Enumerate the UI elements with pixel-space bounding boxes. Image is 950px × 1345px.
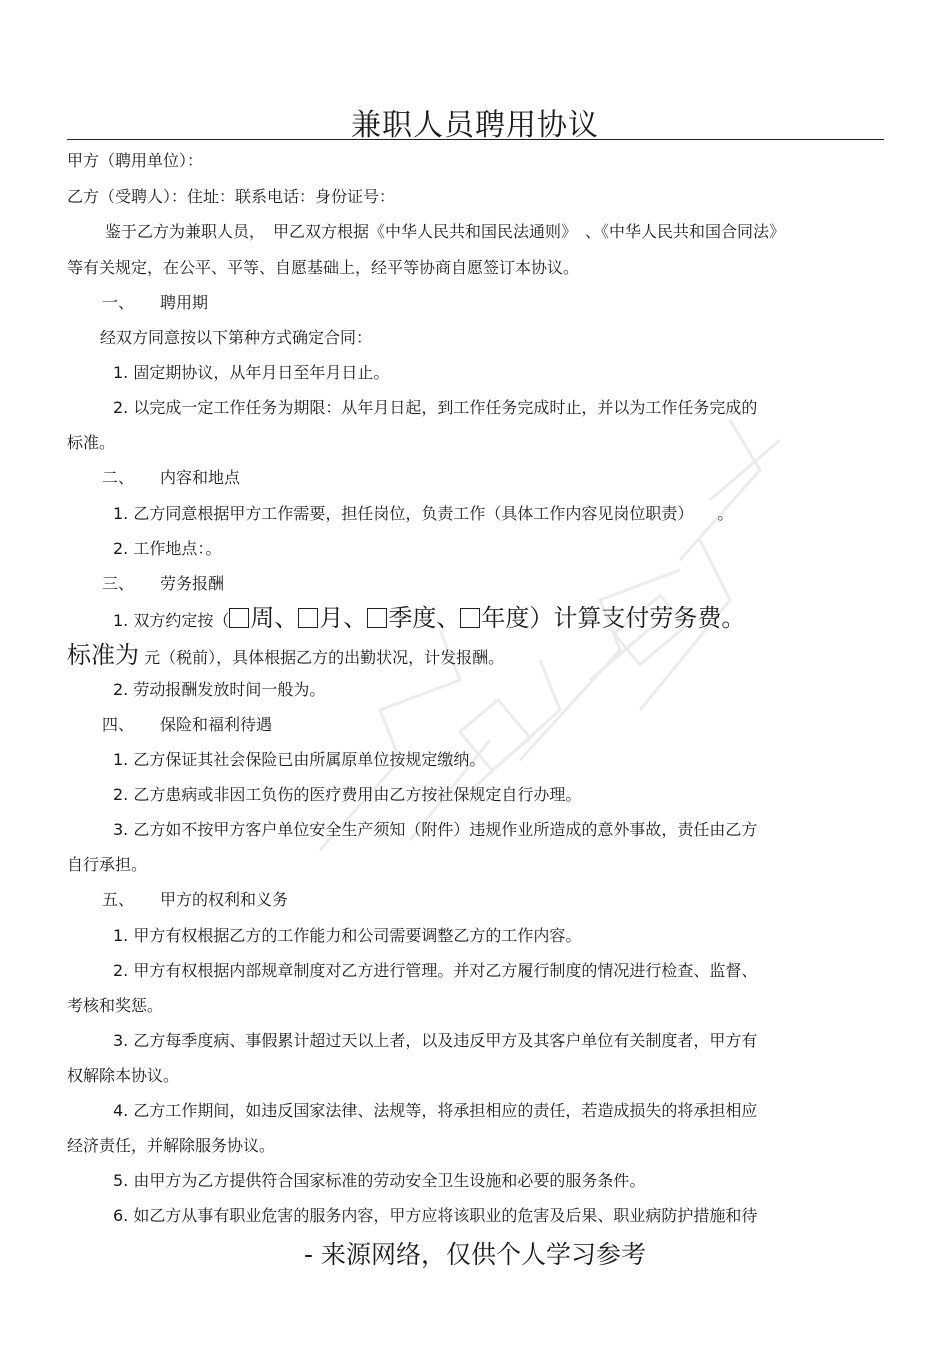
section-number: 二、 bbox=[102, 468, 135, 487]
section-title: 聘用期 bbox=[160, 293, 209, 312]
section-number: 一、 bbox=[102, 293, 135, 312]
section-number: 三、 bbox=[102, 574, 135, 593]
section-title: 保险和福利待遇 bbox=[160, 715, 273, 734]
section-title: 内容和地点 bbox=[160, 468, 241, 487]
section-1-item-2: 2. 以完成一定工作任务为期限：从年月日起，到工作任务完成时止，并以为工作任务完成的 bbox=[113, 398, 758, 417]
section-4-heading bbox=[102, 714, 272, 736]
section-1-item-1: 1. 固定期协议，从年月日至年月日止。 bbox=[113, 363, 390, 382]
party-a-line: 甲方（聘用单位）： bbox=[67, 151, 204, 170]
section-5-heading bbox=[102, 889, 288, 911]
footer-note: - 来源网络，仅供个人学习参考 bbox=[304, 1240, 646, 1269]
section-5-item-3: 3. 乙方每季度病、事假累计超过天以上者，以及违反甲方及其客户单位有关制度者，甲方有 bbox=[113, 1031, 758, 1050]
checkbox-quarter bbox=[367, 608, 387, 628]
section-2-heading bbox=[102, 467, 240, 489]
section-number: 四、 bbox=[102, 715, 135, 734]
section-4-item-2: 2. 乙方患病或非因工负伤的医疗费用由乙方按社保规定自行办理。 bbox=[113, 785, 582, 804]
section-number: 五、 bbox=[102, 890, 135, 909]
section-4-item-3-cont: 自行承担。 bbox=[67, 855, 148, 874]
intro-line-1: 鉴于乙方为兼职人员， 甲乙双方根据《中华人民共和国民法通则》 、《中华人民共和国合同法》 bbox=[105, 222, 786, 241]
section-1-item-2-cont: 标准。 bbox=[67, 433, 116, 452]
section-3-item-1 bbox=[113, 603, 745, 636]
section-2-item-1: 1. 乙方同意根据甲方工作需要，担任岗位，负责工作（具体工作内容见岗位职责） 。 bbox=[113, 504, 734, 523]
section-5-item-4-cont: 经济责任，并解除服务协议。 bbox=[67, 1136, 276, 1155]
section-3-item-1-cont bbox=[67, 640, 504, 673]
section-5-item-2: 2. 甲方有权根据内部规章制度对乙方进行管理。并对乙方履行制度的情况进行检查、监督、 bbox=[113, 961, 758, 980]
section-3-item-2: 2. 劳动报酬发放时间一般为。 bbox=[113, 680, 326, 699]
option-quarter: 季度、 bbox=[388, 604, 461, 632]
party-b-line: 乙方（受聘人）：住址：联系电话：身份证号： bbox=[67, 187, 396, 206]
standard-text: 元（税前），具体根据乙方的出勤状况，计发报酬。 bbox=[144, 648, 505, 667]
checkbox-year bbox=[460, 608, 480, 628]
option-week: 周、 bbox=[250, 604, 299, 632]
section-4-item-3: 3. 乙方如不按甲方客户单位安全生产须知（附件）违规作业所造成的意外事故，责任由乙方 bbox=[113, 820, 758, 839]
section-5-item-3-cont: 权解除本协议。 bbox=[67, 1066, 180, 1085]
checkbox-week bbox=[229, 608, 249, 628]
section-title: 甲方的权利和义务 bbox=[160, 890, 289, 909]
section-5-item-5: 5. 由甲方为乙方提供符合国家标准的劳动安全卫生设施和必要的服务条件。 bbox=[113, 1171, 646, 1190]
intro-line-2: 等有关规定，在公平、平等、自愿基础上，经平等协商自愿签订本协议。 bbox=[67, 258, 580, 277]
section-1-para-0: 经双方同意按以下第种方式确定合同： bbox=[100, 328, 373, 347]
section-3-heading bbox=[102, 573, 224, 595]
checkbox-month bbox=[298, 608, 318, 628]
standard-label: 标准为 bbox=[67, 641, 139, 669]
section-4-item-1: 1. 乙方保证其社会保险已由所属原单位按规定缴纳。 bbox=[113, 750, 486, 769]
section-5-item-4: 4. 乙方工作期间，如违反国家法律、法规等，将承担相应的责任，若造成损失的将承担相应 bbox=[113, 1101, 758, 1120]
item-prefix: 1. 双方约定按（ bbox=[113, 611, 230, 630]
section-2-item-2: 2. 工作地点：。 bbox=[113, 539, 222, 558]
section-5-item-6: 6. 如乙方从事有职业危害的服务内容，甲方应将该职业的危害及后果、职业病防护措施和待 bbox=[113, 1206, 758, 1225]
section-1-heading bbox=[102, 292, 208, 314]
section-5-item-1: 1. 甲方有权根据乙方的工作能力和公司需要调整乙方的工作内容。 bbox=[113, 926, 582, 945]
section-title: 劳务报酬 bbox=[160, 574, 225, 593]
section-5-item-2-cont: 考核和奖惩。 bbox=[67, 996, 164, 1015]
document-title: 兼职人员聘用协议 bbox=[351, 108, 599, 143]
title-rule bbox=[67, 139, 884, 140]
option-year: 年度）计算支付劳务费。 bbox=[481, 604, 746, 632]
option-month: 月、 bbox=[319, 604, 368, 632]
